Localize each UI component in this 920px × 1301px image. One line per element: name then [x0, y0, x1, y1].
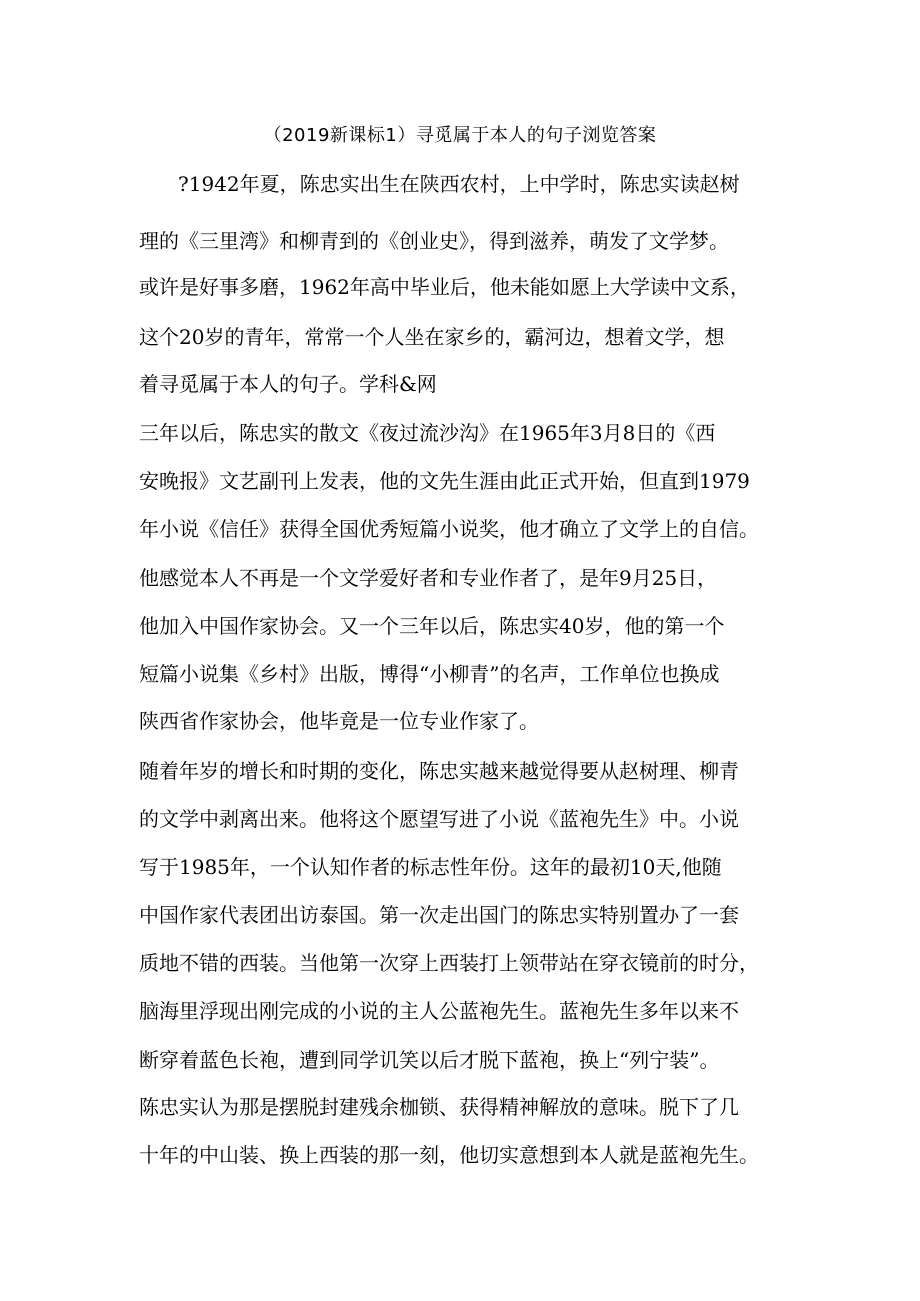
text-line: 质地不错的西装。当他第一次穿上西装打上领带站在穿衣镜前的时分，	[139, 951, 759, 975]
text-line: 短篇小说集《乡村》出版，博得“小柳青”的名声，工作单位也换成	[139, 662, 720, 686]
text-line: 年小说《信任》获得全国优秀短篇小说奖，他才确立了文学上的自信。	[139, 517, 759, 541]
text-line: 他加入中国作家协会。又一个三年以后，陈忠实40岁，他的第一个	[139, 614, 725, 638]
text-line: 这个20岁的青年，常常一个人坐在家乡的，霸河边，想着文学，想	[139, 325, 725, 349]
text-line: 或许是好事多磨，1962年高中毕业后，他未能如愿上大学读中文系，	[139, 275, 750, 299]
text-line: 他感觉本人不再是一个文学爱好者和专业作者了，是年9月25日，	[139, 566, 718, 590]
text-line: 断穿着蓝色长袍，遭到同学讥笑以后才脱下蓝袍，换上“列宁装”。	[139, 1048, 720, 1072]
text-line: 理的《三里湾》和柳青到的《创业史》，得到滋养，萌发了文学梦。	[139, 229, 729, 253]
text-line: ?1942年夏，陈忠实出生在陕西农村，上中学时，陈忠实读赵树	[178, 172, 740, 196]
document-title: （2019新课标1）寻觅属于本人的句子浏览答案	[263, 125, 657, 146]
text-line: 着寻觅属于本人的句子。学科&网	[139, 372, 437, 396]
text-line: 三年以后，陈忠实的散文《夜过流沙沟》在1965年3月8日的《西	[139, 421, 716, 445]
text-line: 安晚报》文艺副刊上发表，他的文先生涯由此正式开始，但直到1979	[139, 469, 750, 493]
text-line: 脑海里浮现出刚完成的小说的主人公蓝袍先生。蓝袍先生多年以来不	[139, 999, 739, 1023]
text-line: 陈忠实认为那是摆脱封建残余枷锁、获得精神解放的意味。脱下了几	[139, 1095, 739, 1119]
text-line: 中国作家代表团出访泰国。第一次走出国门的陈忠实特别置办了一套	[139, 903, 739, 927]
text-line: 随着年岁的增长和时期的变化，陈忠实越来越觉得要从赵树理、柳青	[139, 759, 739, 783]
text-line: 的文学中剥离出来。他将这个愿望写进了小说《蓝袍先生》中。小说	[139, 807, 739, 831]
text-line: 写于1985年，一个认知作者的标志性年份。这年的最初10天,他随	[139, 855, 722, 879]
text-line: 十年的中山装、换上西装的那一刻，他切实意想到本人就是蓝袍先生。	[139, 1143, 759, 1167]
text-line: 陕西省作家协会，他毕竟是一位专业作家了。	[139, 709, 539, 733]
